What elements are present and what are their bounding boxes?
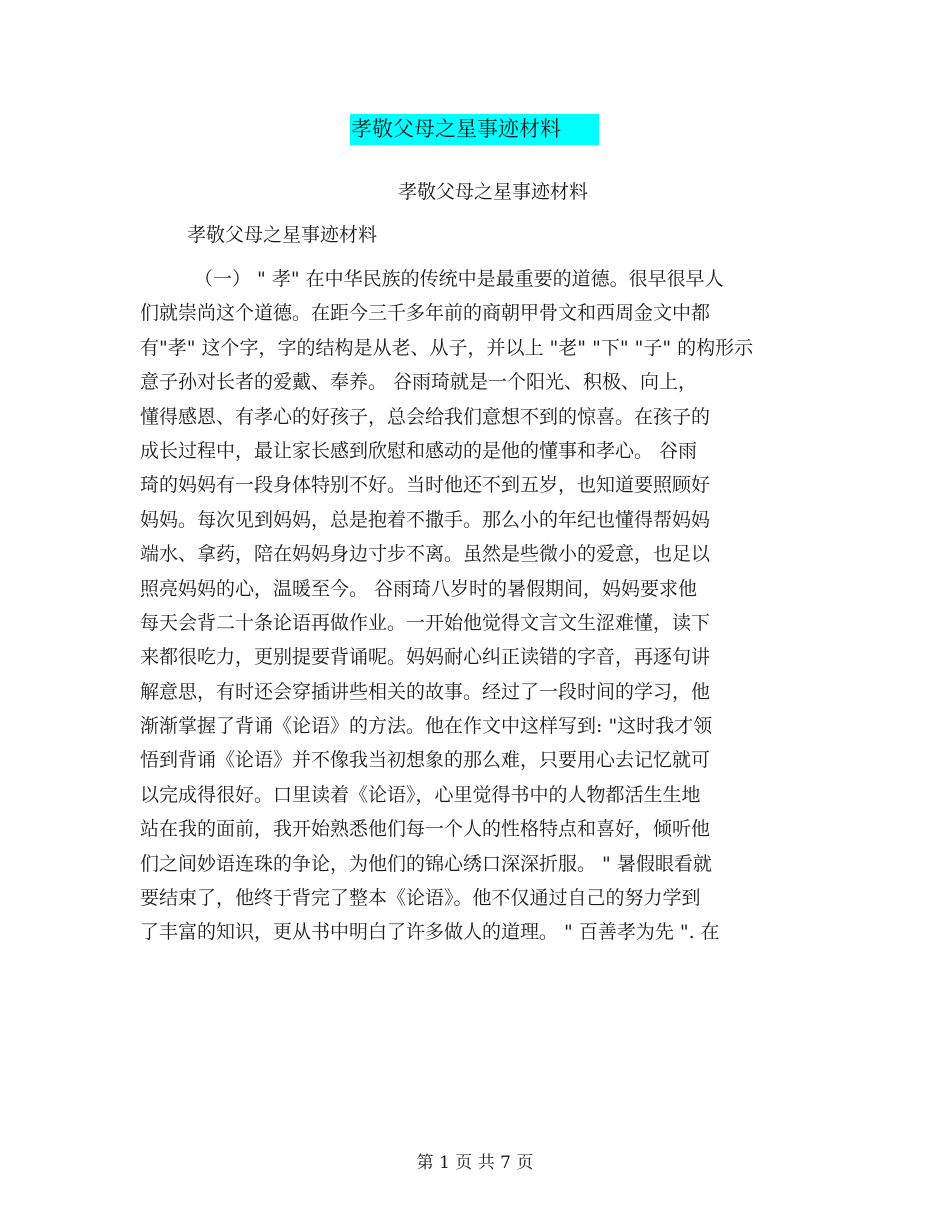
text-line: 每天会背二十条论语再做作业。一开始他觉得文言文生涩难懂，读下 <box>140 611 711 634</box>
section-heading: 孝敬父母之星事迹材料 <box>187 224 378 246</box>
text-line: 懂得感恩、有孝心的好孩子，总会给我们意想不到的惊喜。在孩子的 <box>140 405 711 428</box>
document-title: 孝敬父母之星事迹材料 <box>350 114 599 145</box>
text-line: 意子孙对长者的爱戴、奉养。 谷雨琦就是一个阳光、积极、向上， <box>140 371 698 394</box>
text-line: 解意思，有时还会穿插讲些相关的故事。经过了一段时间的学习，他 <box>140 680 711 703</box>
text-line: 站在我的面前，我开始熟悉他们每一个人的性格特点和喜好，倾听他 <box>140 818 711 841</box>
text-line: 悟到背诵《论语》并不像我当初想象的那么难，只要用心去记忆就可 <box>140 749 711 772</box>
text-line: 妈妈。每次见到妈妈，总是抱着不撒手。那么小的年纪也懂得帮妈妈 <box>140 508 711 531</box>
text-line: 们就崇尚这个道德。在距今三千多年前的商朝甲骨文和西周金文中都 <box>140 302 711 325</box>
text-line: 有"孝" 这个字，字的结构是从老、从子，并以上 "老" "下" "子" 的构形示 <box>140 336 754 359</box>
body-text <box>140 262 820 950</box>
text-line: 琦的妈妈有一段身体特别不好。当时他还不到五岁，也知道要照顾好 <box>140 474 711 497</box>
document-subtitle: 孝敬父母之星事迹材料 <box>397 181 588 203</box>
text-line: 来都很吃力，更别提要背诵呢。妈妈耐心纠正读错的字音，再逐句讲 <box>140 646 711 669</box>
text-line: 照亮妈妈的心，温暖至今。 谷雨琦八岁时的暑假期间，妈妈要求他 <box>140 577 698 600</box>
text-line: 以完成得很好。口里读着《论语》，心里觉得书中的人物都活生生地 <box>140 783 701 806</box>
text-line: 端水、拿药，陪在妈妈身边寸步不离。虽然是些微小的爱意，也足以 <box>140 543 711 566</box>
text-line: 要结束了，他终于背完了整本《论语》。他不仅通过自己的努力学到 <box>140 887 701 910</box>
text-line: （一） " 孝" 在中华民族的传统中是最重要的道德。很早很早人 <box>194 268 724 290</box>
text-line: 们之间妙语连珠的争论，为他们的锦心绣口深深折服。 " 暑假眼看就 <box>140 852 712 875</box>
text-line: 成长过程中，最让家长感到欣慰和感动的是他的懂事和孝心。 谷雨 <box>140 439 698 462</box>
text-line: 了丰富的知识，更从书中明白了许多做人的道理。 " 百善孝为先 ". 在 <box>140 921 720 944</box>
text-line: 渐渐掌握了背诵《论语》的方法。他在作文中这样写到: "这时我才领 <box>140 715 713 738</box>
page-indicator: 第 1 页 共 7 页 <box>416 1153 534 1173</box>
